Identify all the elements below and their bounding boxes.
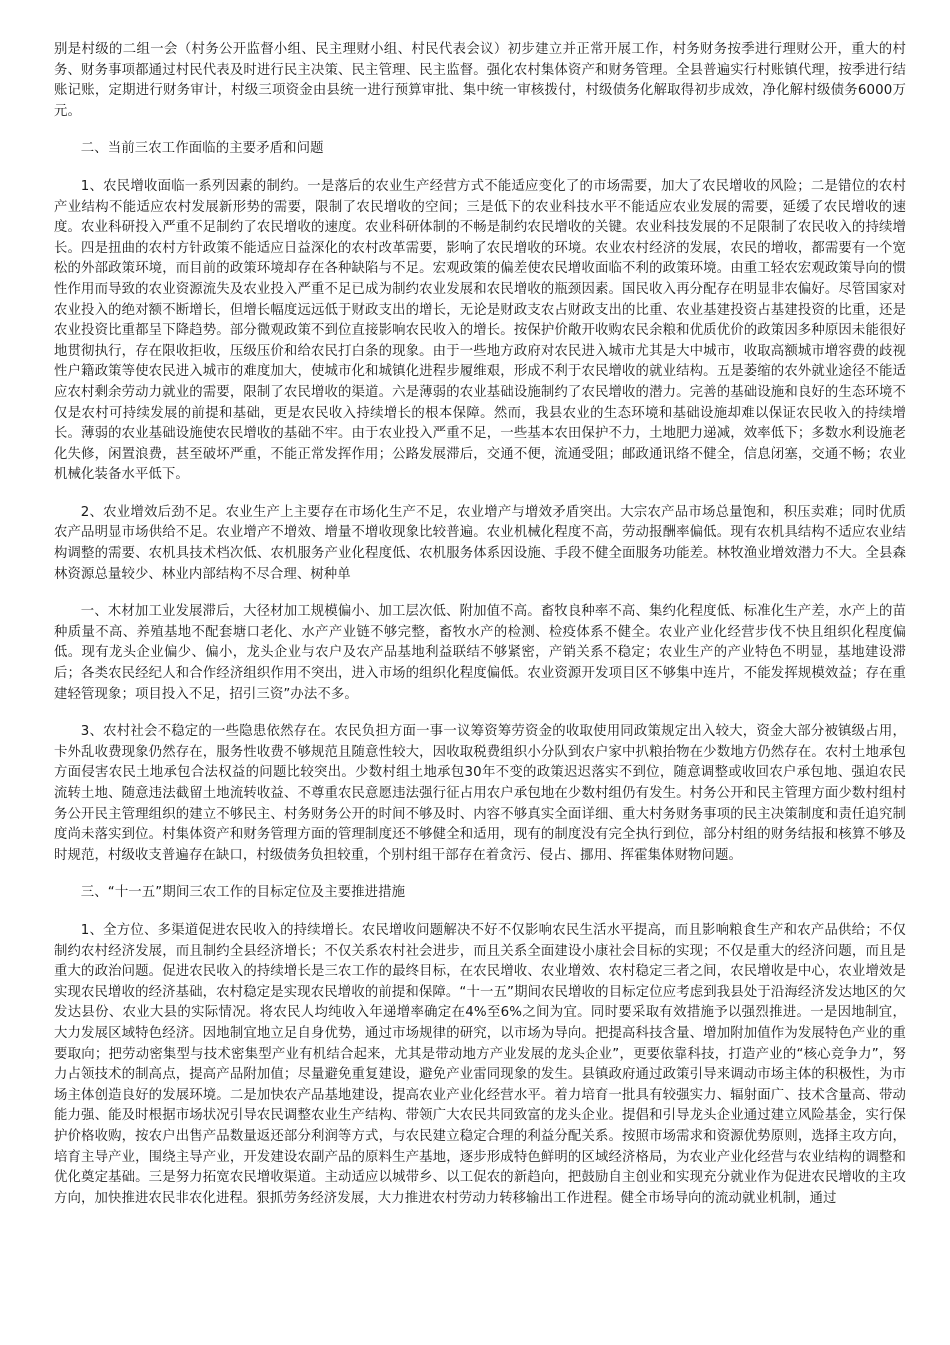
document-page — [54, 40, 906, 1209]
paragraph-agri-efficiency: 2、农业增效后劲不足。农业生产上主要存在市场化生产不足，农业增产与增效矛盾突出。大宗农产品市场总量饱和，积压卖难；同时优质农产品明显市场供给不足。农业增产不增效、增量不增收现象比较普遍。农业机械化程度不高，劳动报酬率偏低。现有农机具结构不适应农业结构调整的需要、农机具技术档次低、农机服务产业化程度低、农机服务体系因设施、手段不健全面服务功能差。林牧渔业增效潜力不大。全县森林资源总量较少、林业内部结构不尽合理、树种单 — [54, 504, 906, 582]
paragraph-farmer-income: 1、农民增收面临一系列因素的制约。一是落后的农业生产经营方式不能适应变化了的市场需要，加大了农民增收的风险；二是错位的农村产业结构不能适应农村发展新形势的需要，限制了农民增收的空间；三是低下的农业科技水平不能适应农业发展的需要，延缓了农民增收的速度。农业科研投入严重不足制约了农民增收的速度。农业科研体制的不畅是制约农民增收的关键。农业科技发展的不足限制了农民收入的持续增长。四是扭曲的农村方针政策不能适应日益深化的农村改革需要，影响了农民增收的环境。农业农村经济的发展，农民的增收，都需要有一个宽松的外部政策环境，而目前的政策环境却存在各种缺陷与不足。宏观政策的偏差使农民增收面临不利的政策环境。由重工轻农宏观政策导向的惯性作用而导致的农业资源流失及农业投入严重不足已成为制约农业发展和农民增收的瓶颈因素。国民收入再分配存在明显非农偏好。尽管国家对农业投入的绝对额不断增长，但增长幅度远远低于财政支出的增长，无论是财政支农占财政支出的比重、农业基建投资占基建投资的比重，还是农业投资比重都呈下降趋势。部分微观政策不到位直接影响农民收入的增长。按保护价敞开收购农民余粮和优质优价的政策因多种原因未能很好地贯彻执行，存在限收拒收，压级压价和给农民打白条的现象。由于一些地方政府对农民进入城市尤其是大中城市，收取高额城市增容费的歧视性户籍政策等使农民进入城市的难度加大，使城市化和城镇化进程步履维艰，形成不利于农民增收的就业结构。五是萎缩的农外就业途径不能适应农村剩余劳动力就业的需要，限制了农民增收的渠道。六是薄弱的农业基础设施制约了农民增收的潜力。完善的基础设施和良好的生态环境不仅是农村可持续发展的前提和基础，更是农民收入持续增长的根本保障。然而，我县农业的生态环境和基础设施却难以保证农民收入的持续增长。薄弱的农业基础设施使农民增收的基础不牢。由于农业投入严重不足，一些基本农田保护不力，土地肥力递减，效率低下；多数水利设施老化失修，闲置浪费，甚至破坏严重，不能正常发挥作用；公路发展滞后，交通不便，流通受阻；邮政通讯络不健全，信息闭塞，交通不畅；农业机械化装备水平低下。 — [54, 178, 906, 483]
paragraph-village-finance: 别是村级的二组一会（村务公开监督小组、民主理财小组、村民代表会议）初步建立并正常开展工作，村务财务按季进行理财公开，重大的村务、财务事项都通过村民代表及时进行民主决策、民主管理、民主监督。强化农村集体资产和财务管理。全县普遍实行村账镇代理，按季进行结账记账，定期进行财务审计，村级三项资金由县统一进行预算审批、集中统一审核拨付，村级债务化解取得初步成效，净化解村级债务6000万元。 — [54, 42, 906, 119]
section-heading-2: 二、当前三农工作面临的主要矛盾和问题 — [80, 141, 324, 157]
paragraph-timber-industry: 一、木材加工业发展滞后，大径材加工规模偏小、加工层次低、附加值不高。畜牧良种率不高、集约化程度低、标准化生产差，水产上的苗种质量不高、养殖基地不配套塘口老化、水产产业链不够完整，畜牧水产的检测、检疫体系不健全。农业产业化经营步伐不快且组织化程度偏低。现有龙头企业偏少、偏小，龙头企业与农户及农产品基地利益联结不够紧密，产销关系不稳定；农业生产的产业特色不明显，基地建设滞后；各类农民经纪人和合作经济组织作用不突出，进入市场的组织化程度偏低。农业资源开发项目区不够集中连片，不能发挥规模效益；存在重建轻管现象；项目投入不足，招引三资”办法不多。 — [54, 604, 906, 702]
paragraph-rural-stability: 3、农村社会不稳定的一些隐患依然存在。农民负担方面一事一议筹资筹劳资金的收取使用同政策规定出入较大，资金大部分被镇级占用，卡外乱收费现象仍然存在，服务性收费不够规范且随意性较大，因收取税费组织小分队到农户家中扒粮抬物在少数地方仍然存在。农村土地承包方面侵害农民土地承包合法权益的问题比较突出。少数村组土地承包30年不变的政策迟迟落实不到位，随意调整或收回农户承包地、强迫农民流转土地、随意违法截留土地流转收益、不尊重农民意愿违法强行征占用农户承包地在少数村组仍有发生。村务公开和民主管理方面少数村组村务公开民主管理组织的建立不够民主、村务财务公开的时间不够及时、内容不够真实全面详细、重大村务财务事项的民主决策制度和责任追究制度尚未落实到位。村集体资产和财务管理方面的管理制度还不够健全和适用，现有的制度没有完全执行到位，部分村组的财务结报和核算不够及时规范，村级收支普遍存在缺口，村级债务负担较重，个别村组干部存在着贪污、侵占、挪用、挥霍集体财物问题。 — [54, 724, 906, 863]
section-heading-3: 三、“十一五”期间三农工作的目标定位及主要推进措施 — [80, 885, 406, 901]
paragraph-income-growth: 1、全方位、多渠道促进农民收入的持续增长。农民增收问题解决不好不仅影响农民生活水平提高，而且影响粮食生产和农产品供给；不仅制约农村经济发展，而且制约全县经济增长；不仅关系农村社会进步，而且关系全面建设小康社会目标的实现；不仅是重大的经济问题，而且是重大的政治问题。促进农民收入的持续增长是三农工作的最终目标，在农民增收、农业增效、农村稳定三者之间，农民增收是中心，农业增效是实现农民增收的经济基础，农村稳定是实现农民增收的前提和保障。“十一五”期间农民增收的目标定位应考虑到我县处于沿海经济发达地区的欠发达县份、农业大县的实际情况。将农民人均纯收入年递增率确定在4%至6%之间为宜。同时要采取有效措施予以强烈推进。一是因地制宜，大力发展区域特色经济。因地制宜地立足自身优势，通过市场规律的研究，以市场为导向。把提高科技含量、增加附加值作为发展特色产业的重要取向；把劳动密集型与技术密集型产业有机结合起来，尤其是带动地方产业发展的龙头企业”，更要依靠科技，打造产业的“核心竞争力”，努力占领技术的制高点，提高产品附加值；尽量避免重复建设，避免产业雷同现象的发生。县镇政府通过政策引导来调动市场主体的积极性，为市场主体创造良好的发展环境。二是加快农产品基地建设，提高农业产业化经营水平。着力培育一批具有较强实力、辐射面广、技术含量高、带动能力强、能及时根据市场状况引导农民调整农业生产结构、带领广大农民共同致富的龙头企业。提倡和引导龙头企业通过建立风险基金，实行保护价格收购，按农户出售产品数量返还部分利润等方式，与农民建立稳定合理的利益分配关系。按照市场需求和资源优势原则，选择主攻方向，培育主导产业，围绕主导产业，开发建设农副产品的原料生产基地，逐步形成特色鲜明的区域经济格局，为农业产业化经营与农业结构的调整和优化奠定基础。三是努力拓宽农民增收渠道。主动适应以城带乡、以工促农的新趋向，把鼓励自主创业和实现充分就业作为促进农民增收的主攻方向，加快推进农民非农化进程。狠抓劳务经济发展，大力推进农村劳动力转移输出工作进程。健全市场导向的流动就业机制，通过 — [54, 922, 906, 1206]
